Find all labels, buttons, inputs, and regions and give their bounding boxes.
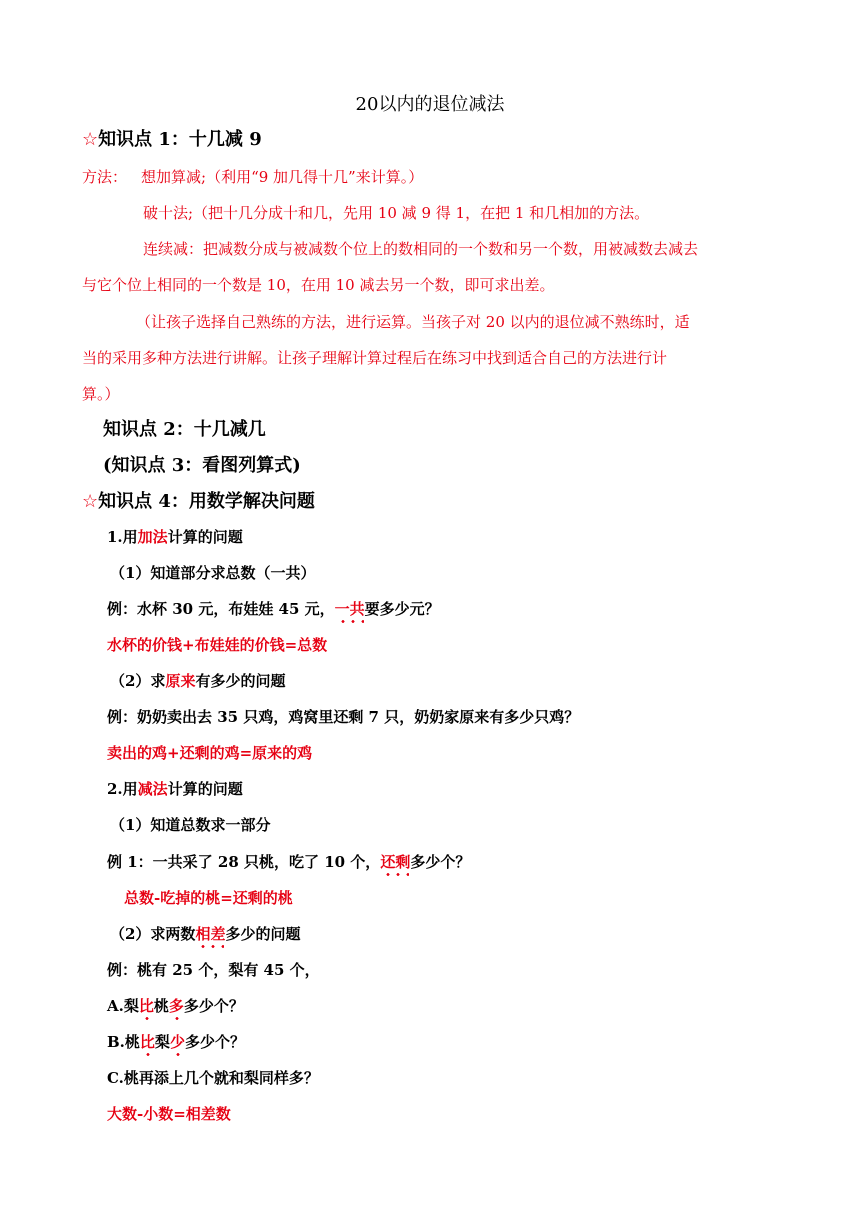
sec1-sub2-post: 有多少的问题 [195, 672, 286, 690]
sec1-formula-2: 卖出的鸡+还剩的鸡=原来的鸡 [107, 744, 313, 762]
page-title: 20以内的退位减法 [355, 94, 505, 115]
sec2-sub2 [110, 927, 300, 942]
question-a-keyword-2: 多 [168, 997, 184, 1015]
sec1-example-1 [107, 602, 440, 617]
sec2-heading-pre: 2.用 [107, 780, 138, 798]
question-a-keyword-1: 比 [138, 997, 154, 1015]
method-2: 破十法;（把十几分成十和几，先用 10 减 9 得 1，在把 1 和几相加的方法。 [143, 204, 650, 222]
sec2-example-1-keyword: 还剩 [380, 853, 411, 871]
sec2-formula-2: 大数-小数=相差数 [107, 1105, 231, 1123]
sec2-heading-post: 计算的问题 [167, 780, 243, 798]
kp1-heading [82, 131, 262, 149]
sec1-formula-1: 水杯的价钱+布娃娃的价钱=总数 [107, 636, 328, 654]
sec2-heading-keyword: 减法 [137, 780, 168, 798]
question-b-keyword-1: 比 [139, 1033, 155, 1051]
kp3-heading: (知识点 3：看图列算式) [103, 455, 301, 476]
sec2-sub2-pre: （2）求两数 [110, 925, 196, 943]
sec2-heading [107, 782, 243, 797]
sec1-example-1-keyword: 一共 [334, 600, 365, 618]
sec2-sub2-post: 多少的问题 [225, 925, 301, 943]
note-b: 当的采用多种方法进行讲解。让孩子理解计算过程后在练习中找到适合自己的方法进行计 [82, 349, 668, 367]
question-b-keyword-2: 少 [169, 1033, 185, 1051]
sec1-example-1-post: 要多少元？ [364, 600, 440, 618]
sec1-heading [107, 530, 243, 545]
sec2-formula-1: 总数-吃掉的桃=还剩的桃 [124, 889, 293, 907]
sec2-question-c: C.桃再添上几个就和梨同样多？ [107, 1069, 319, 1087]
question-b-pre: B.桃 [107, 1033, 140, 1051]
sec1-example-2: 例：奶奶卖出去 35 只鸡，鸡窝里还剩 7 只，奶奶家原来有多少只鸡？ [107, 708, 580, 726]
sec1-sub1: （1）知道部分求总数（一共） [110, 564, 316, 582]
sec2-example-1-post: 多少个？ [410, 853, 471, 871]
sec1-heading-keyword: 加法 [137, 528, 168, 546]
kp2-heading: 知识点 2：十几减几 [103, 419, 266, 440]
method-3-a: 连续减：把减数分成与被减数个位上的数相同的一个数和另一个数，用被减数去减去 [143, 240, 699, 258]
star-icon: ☆ [82, 491, 99, 512]
question-a-pre: A.梨 [107, 997, 139, 1015]
question-b-post: 多少个？ [184, 1033, 245, 1051]
sec1-heading-pre: 1.用 [107, 528, 138, 546]
method-3-b: 与它个位上相同的一个数是 10，在用 10 减去另一个数，即可求出差。 [82, 276, 555, 294]
note-a: （让孩子选择自己熟练的方法，进行运算。当孩子对 20 以内的退位减不熟练时，适 [136, 313, 690, 331]
sec2-example-2: 例：桃有 25 个，梨有 45 个， [107, 961, 320, 979]
kp4-heading [82, 493, 315, 511]
sec1-heading-post: 计算的问题 [167, 528, 243, 546]
method-label: 方法： [82, 168, 128, 186]
method-1: 想加算减;（利用“9 加几得十几”来计算。） [141, 168, 424, 186]
question-a-mid: 桃 [153, 997, 169, 1015]
kp1-text: 知识点 1：十几减 9 [98, 129, 262, 150]
sec1-sub2-keyword: 原来 [165, 672, 196, 690]
sec2-sub2-keyword: 相差 [195, 925, 226, 943]
sec1-example-1-pre: 例：水杯 30 元，布娃娃 45 元， [107, 600, 335, 618]
sec2-example-1 [107, 855, 470, 870]
method-line-1 [82, 170, 423, 185]
sec2-example-1-pre: 例 1：一共采了 28 只桃，吃了 10 个， [107, 853, 381, 871]
kp4-text: 知识点 4：用数学解决问题 [98, 491, 315, 512]
sec2-question-b [107, 1035, 245, 1050]
sec1-sub2 [110, 674, 285, 689]
sec1-sub2-pre: （2）求 [110, 672, 166, 690]
star-icon: ☆ [82, 129, 99, 150]
sec2-sub1: （1）知道总数求一部分 [110, 816, 271, 834]
question-b-mid: 梨 [154, 1033, 170, 1051]
note-c: 算。） [82, 385, 120, 403]
question-a-post: 多少个？ [183, 997, 244, 1015]
sec2-question-a [107, 999, 244, 1014]
